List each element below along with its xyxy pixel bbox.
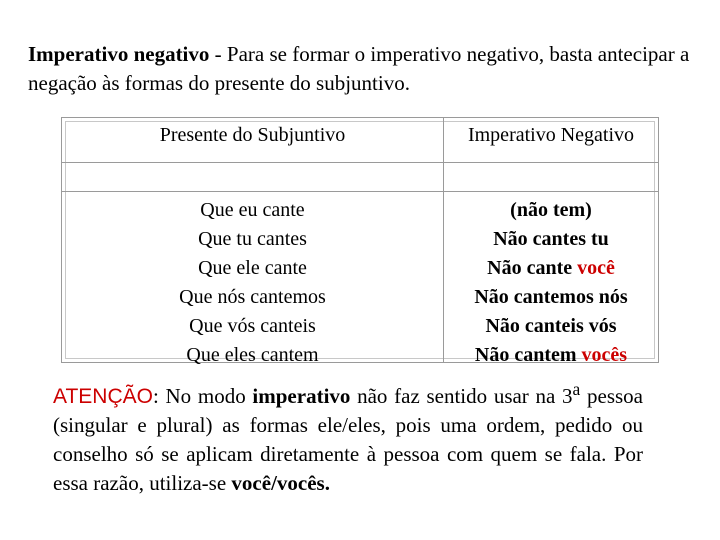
imperativo-row	[444, 225, 658, 254]
imperativo-text: Não cantemos nós	[474, 286, 628, 308]
imperativo-column	[444, 196, 658, 370]
subjuntivo-row: Que vós canteis	[189, 315, 316, 337]
table-row-divider	[62, 162, 658, 163]
imperativo-text: Não canteis vós	[485, 315, 617, 337]
subjuntivo-row: Que tu cantes	[198, 228, 307, 250]
subjuntivo-column	[62, 196, 443, 370]
attention-text: No modo	[165, 384, 253, 408]
intro-text: - Para se formar o imperativo negativo, basta antecipar a negação às formas do presente do subjuntivo.	[28, 42, 690, 95]
imperativo-text: Não cantem	[474, 344, 582, 366]
imperativo-text: (não tem)	[510, 199, 592, 221]
imperativo-highlight: vocês	[581, 344, 628, 366]
imperativo-row	[444, 196, 658, 225]
attention-colon: :	[152, 384, 166, 408]
imperativo-row	[444, 341, 658, 370]
attention-note	[53, 375, 643, 498]
table-row-divider	[62, 191, 658, 192]
attention-bold-voce: você/vocês.	[231, 471, 330, 495]
imperativo-text: Não cantes tu	[493, 228, 609, 250]
imperativo-row	[444, 312, 658, 341]
intro-paragraph	[28, 40, 708, 98]
imperativo-text: Não cante	[487, 257, 578, 279]
attention-text: pessoa (singular e plural) as formas ele/eles, pois uma ordem, pedido ou conselho só se aplicam diretamente à pessoa com quem se fala. Por essa razão, utiliza-se	[53, 384, 643, 495]
header-presente-subjuntivo: Presente do Subjuntivo	[159, 124, 346, 146]
imperativo-row	[444, 254, 658, 283]
attention-superscript: a	[572, 379, 581, 399]
subjuntivo-row: Que nós cantemos	[179, 286, 326, 308]
header-imperativo-negativo: Imperativo Negativo	[467, 124, 635, 146]
attention-text: não faz sentido usar na 3	[350, 384, 573, 408]
subjuntivo-row: Que eles cantem	[186, 344, 319, 366]
attention-bold-imperativo: imperativo	[252, 384, 351, 408]
intro-title: Imperativo negativo	[28, 42, 210, 66]
imperativo-highlight: você	[577, 257, 615, 279]
imperativo-row	[444, 283, 658, 312]
attention-label: ATENÇÃO	[53, 385, 153, 408]
subjuntivo-row: Que eu cante	[200, 199, 305, 221]
subjuntivo-row: Que ele cante	[198, 257, 307, 279]
conjugation-table	[61, 117, 659, 366]
